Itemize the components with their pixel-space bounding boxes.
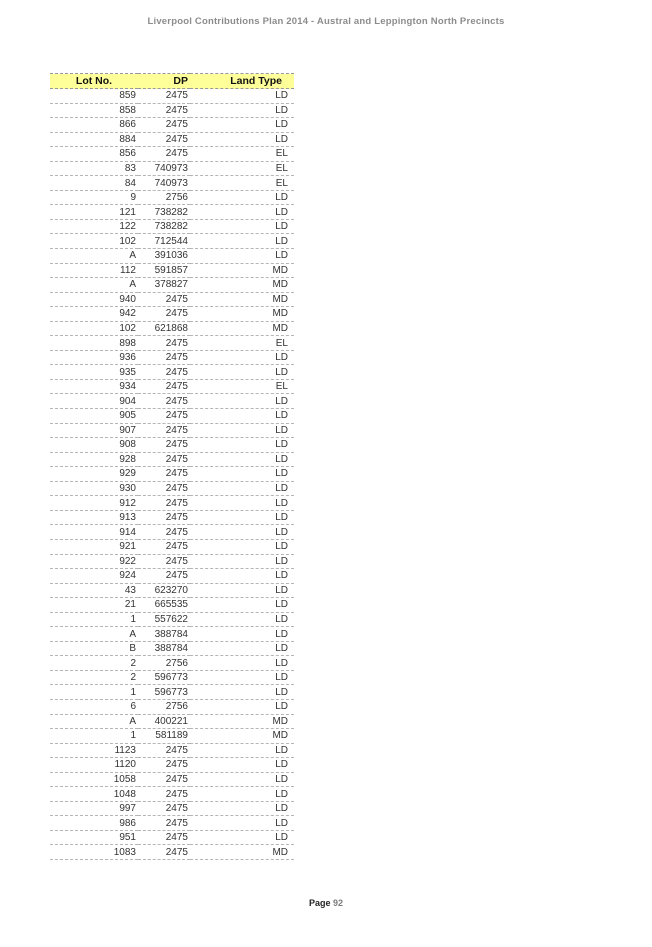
cell-land-type: EL (190, 336, 294, 351)
table-row (50, 292, 294, 307)
cell-land-type: LD (190, 670, 294, 685)
cell-lot-no: A (50, 627, 138, 642)
cell-lot-no: 1058 (50, 772, 138, 787)
cell-land-type: LD (190, 598, 294, 613)
cell-land-type: LD (190, 510, 294, 525)
table-row (50, 481, 294, 496)
cell-dp: 2475 (138, 103, 190, 118)
table-row (50, 103, 294, 118)
cell-dp: 2475 (138, 409, 190, 424)
cell-land-type: MD (190, 845, 294, 860)
table-row (50, 132, 294, 147)
cell-dp: 2475 (138, 132, 190, 147)
cell-land-type: LD (190, 190, 294, 205)
cell-dp: 2475 (138, 569, 190, 584)
cell-land-type: LD (190, 249, 294, 264)
cell-land-type: LD (190, 569, 294, 584)
cell-land-type: LD (190, 525, 294, 540)
cell-lot-no: A (50, 714, 138, 729)
table-row (50, 714, 294, 729)
cell-land-type: LD (190, 627, 294, 642)
cell-dp: 2475 (138, 147, 190, 162)
column-header-dp: DP (138, 74, 190, 89)
cell-lot-no: 84 (50, 176, 138, 191)
cell-lot-no: 856 (50, 147, 138, 162)
column-header-land-type: Land Type (190, 74, 294, 89)
table-row (50, 89, 294, 104)
cell-land-type: LD (190, 132, 294, 147)
table-row (50, 641, 294, 656)
cell-dp: 2475 (138, 801, 190, 816)
cell-land-type: LD (190, 89, 294, 104)
cell-lot-no: 905 (50, 409, 138, 424)
cell-land-type: LD (190, 539, 294, 554)
cell-lot-no: 884 (50, 132, 138, 147)
cell-lot-no: 912 (50, 496, 138, 511)
cell-land-type: LD (190, 350, 294, 365)
cell-lot-no: 858 (50, 103, 138, 118)
cell-dp: 740973 (138, 161, 190, 176)
cell-lot-no: 1 (50, 612, 138, 627)
table-row (50, 539, 294, 554)
cell-lot-no: 1 (50, 729, 138, 744)
table-row (50, 219, 294, 234)
cell-land-type: MD (190, 263, 294, 278)
cell-dp: 596773 (138, 670, 190, 685)
cell-lot-no: A (50, 249, 138, 264)
table-row (50, 118, 294, 133)
cell-dp: 2475 (138, 772, 190, 787)
table-row (50, 816, 294, 831)
cell-land-type: LD (190, 685, 294, 700)
table-row (50, 379, 294, 394)
cell-dp: 2475 (138, 525, 190, 540)
cell-lot-no: 121 (50, 205, 138, 220)
cell-land-type: LD (190, 656, 294, 671)
document-header: Liverpool Contributions Plan 2014 - Austral and Leppington North Precincts (147, 16, 505, 27)
table-row (50, 845, 294, 860)
table-row (50, 598, 294, 613)
cell-dp: 378827 (138, 278, 190, 293)
cell-lot-no: 21 (50, 598, 138, 613)
cell-dp: 2756 (138, 656, 190, 671)
table-row (50, 263, 294, 278)
cell-lot-no: 997 (50, 801, 138, 816)
cell-land-type: LD (190, 641, 294, 656)
cell-lot-no: 102 (50, 234, 138, 249)
cell-dp: 2475 (138, 496, 190, 511)
cell-dp: 2475 (138, 816, 190, 831)
table-row (50, 176, 294, 191)
table-row (50, 525, 294, 540)
cell-lot-no: 1048 (50, 787, 138, 802)
cell-land-type: MD (190, 729, 294, 744)
cell-land-type: LD (190, 452, 294, 467)
cell-dp: 2475 (138, 539, 190, 554)
cell-land-type: EL (190, 379, 294, 394)
table-row (50, 685, 294, 700)
cell-dp: 2475 (138, 743, 190, 758)
cell-lot-no: 1123 (50, 743, 138, 758)
cell-lot-no: 930 (50, 481, 138, 496)
cell-dp: 2475 (138, 554, 190, 569)
cell-lot-no: 9 (50, 190, 138, 205)
table-row (50, 612, 294, 627)
table-row (50, 787, 294, 802)
table-row (50, 278, 294, 293)
cell-land-type: LD (190, 496, 294, 511)
cell-dp: 2756 (138, 699, 190, 714)
table-row (50, 365, 294, 380)
cell-land-type: LD (190, 830, 294, 845)
table-row (50, 452, 294, 467)
page-number-value: 92 (333, 898, 344, 908)
cell-dp: 665535 (138, 598, 190, 613)
cell-lot-no: 908 (50, 438, 138, 453)
cell-lot-no: 102 (50, 321, 138, 336)
cell-dp: 2475 (138, 787, 190, 802)
cell-dp: 738282 (138, 219, 190, 234)
cell-land-type: LD (190, 758, 294, 773)
cell-dp: 2475 (138, 307, 190, 322)
table-row (50, 438, 294, 453)
cell-lot-no: 934 (50, 379, 138, 394)
cell-land-type: LD (190, 394, 294, 409)
cell-dp: 388784 (138, 627, 190, 642)
cell-lot-no: B (50, 641, 138, 656)
cell-dp: 2475 (138, 423, 190, 438)
cell-land-type: MD (190, 321, 294, 336)
table-row (50, 583, 294, 598)
cell-dp: 2475 (138, 336, 190, 351)
cell-land-type: LD (190, 743, 294, 758)
cell-dp: 2475 (138, 379, 190, 394)
cell-land-type: LD (190, 103, 294, 118)
cell-dp: 388784 (138, 641, 190, 656)
cell-lot-no: 940 (50, 292, 138, 307)
table-row (50, 321, 294, 336)
cell-land-type: LD (190, 438, 294, 453)
cell-land-type: LD (190, 801, 294, 816)
cell-dp: 2475 (138, 292, 190, 307)
cell-lot-no: 921 (50, 539, 138, 554)
cell-dp: 400221 (138, 714, 190, 729)
cell-land-type: MD (190, 278, 294, 293)
table-row (50, 670, 294, 685)
cell-dp: 2475 (138, 394, 190, 409)
cell-land-type: LD (190, 583, 294, 598)
table-row (50, 350, 294, 365)
cell-lot-no: 2 (50, 670, 138, 685)
cell-dp: 712544 (138, 234, 190, 249)
table-row (50, 496, 294, 511)
cell-land-type: LD (190, 365, 294, 380)
cell-land-type: LD (190, 612, 294, 627)
table-row (50, 656, 294, 671)
table-row (50, 758, 294, 773)
cell-land-type: LD (190, 481, 294, 496)
cell-land-type: LD (190, 118, 294, 133)
table-row (50, 569, 294, 584)
cell-dp: 2756 (138, 190, 190, 205)
cell-land-type: LD (190, 423, 294, 438)
cell-lot-no: 6 (50, 699, 138, 714)
cell-dp: 623270 (138, 583, 190, 598)
table-row (50, 147, 294, 162)
cell-land-type: MD (190, 307, 294, 322)
cell-lot-no: 935 (50, 365, 138, 380)
table-row (50, 307, 294, 322)
cell-land-type: LD (190, 234, 294, 249)
cell-dp: 738282 (138, 205, 190, 220)
cell-land-type: LD (190, 205, 294, 220)
table-row (50, 409, 294, 424)
cell-dp: 2475 (138, 758, 190, 773)
table-row (50, 394, 294, 409)
table-body (50, 89, 294, 860)
cell-land-type: LD (190, 699, 294, 714)
table-row (50, 627, 294, 642)
table-row (50, 190, 294, 205)
cell-lot-no: 898 (50, 336, 138, 351)
cell-land-type: EL (190, 161, 294, 176)
cell-lot-no: 942 (50, 307, 138, 322)
cell-dp: 2475 (138, 845, 190, 860)
cell-dp: 2475 (138, 365, 190, 380)
cell-lot-no: 1120 (50, 758, 138, 773)
cell-dp: 2475 (138, 467, 190, 482)
table-row (50, 510, 294, 525)
table-row (50, 161, 294, 176)
cell-land-type: EL (190, 147, 294, 162)
table-row (50, 467, 294, 482)
cell-lot-no: 112 (50, 263, 138, 278)
cell-lot-no: A (50, 278, 138, 293)
cell-dp: 740973 (138, 176, 190, 191)
cell-land-type: LD (190, 409, 294, 424)
cell-dp: 2475 (138, 510, 190, 525)
cell-lot-no: 859 (50, 89, 138, 104)
table-row (50, 554, 294, 569)
cell-dp: 591857 (138, 263, 190, 278)
table-row (50, 234, 294, 249)
table-row (50, 801, 294, 816)
cell-dp: 621868 (138, 321, 190, 336)
table-row (50, 729, 294, 744)
page-label: Page (308, 898, 331, 908)
cell-lot-no: 922 (50, 554, 138, 569)
table-row (50, 205, 294, 220)
cell-dp: 2475 (138, 452, 190, 467)
cell-land-type: LD (190, 467, 294, 482)
cell-dp: 391036 (138, 249, 190, 264)
cell-lot-no: 951 (50, 830, 138, 845)
cell-lot-no: 928 (50, 452, 138, 467)
cell-lot-no: 936 (50, 350, 138, 365)
cell-land-type: LD (190, 554, 294, 569)
cell-dp: 2475 (138, 118, 190, 133)
cell-lot-no: 866 (50, 118, 138, 133)
cell-land-type: LD (190, 772, 294, 787)
table-row (50, 423, 294, 438)
cell-lot-no: 122 (50, 219, 138, 234)
table-row (50, 699, 294, 714)
cell-lot-no: 904 (50, 394, 138, 409)
cell-land-type: LD (190, 787, 294, 802)
cell-lot-no: 1 (50, 685, 138, 700)
table-header-row (50, 74, 294, 89)
cell-dp: 2475 (138, 89, 190, 104)
cell-dp: 2475 (138, 481, 190, 496)
cell-lot-no: 1083 (50, 845, 138, 860)
cell-dp: 2475 (138, 830, 190, 845)
lot-table (50, 73, 294, 860)
table-header (50, 74, 294, 89)
table-row (50, 743, 294, 758)
table-row (50, 336, 294, 351)
table-row (50, 249, 294, 264)
cell-dp: 2475 (138, 350, 190, 365)
cell-land-type: EL (190, 176, 294, 191)
cell-land-type: MD (190, 714, 294, 729)
cell-lot-no: 2 (50, 656, 138, 671)
cell-lot-no: 929 (50, 467, 138, 482)
cell-land-type: LD (190, 816, 294, 831)
cell-lot-no: 924 (50, 569, 138, 584)
table-row (50, 772, 294, 787)
cell-lot-no: 913 (50, 510, 138, 525)
cell-land-type: MD (190, 292, 294, 307)
cell-land-type: LD (190, 219, 294, 234)
cell-dp: 596773 (138, 685, 190, 700)
column-header-lot-no: Lot No. (50, 74, 138, 89)
cell-lot-no: 914 (50, 525, 138, 540)
cell-dp: 581189 (138, 729, 190, 744)
cell-dp: 557622 (138, 612, 190, 627)
cell-lot-no: 83 (50, 161, 138, 176)
cell-lot-no: 907 (50, 423, 138, 438)
cell-dp: 2475 (138, 438, 190, 453)
cell-lot-no: 43 (50, 583, 138, 598)
page-number (0, 898, 652, 908)
cell-lot-no: 986 (50, 816, 138, 831)
table-row (50, 830, 294, 845)
